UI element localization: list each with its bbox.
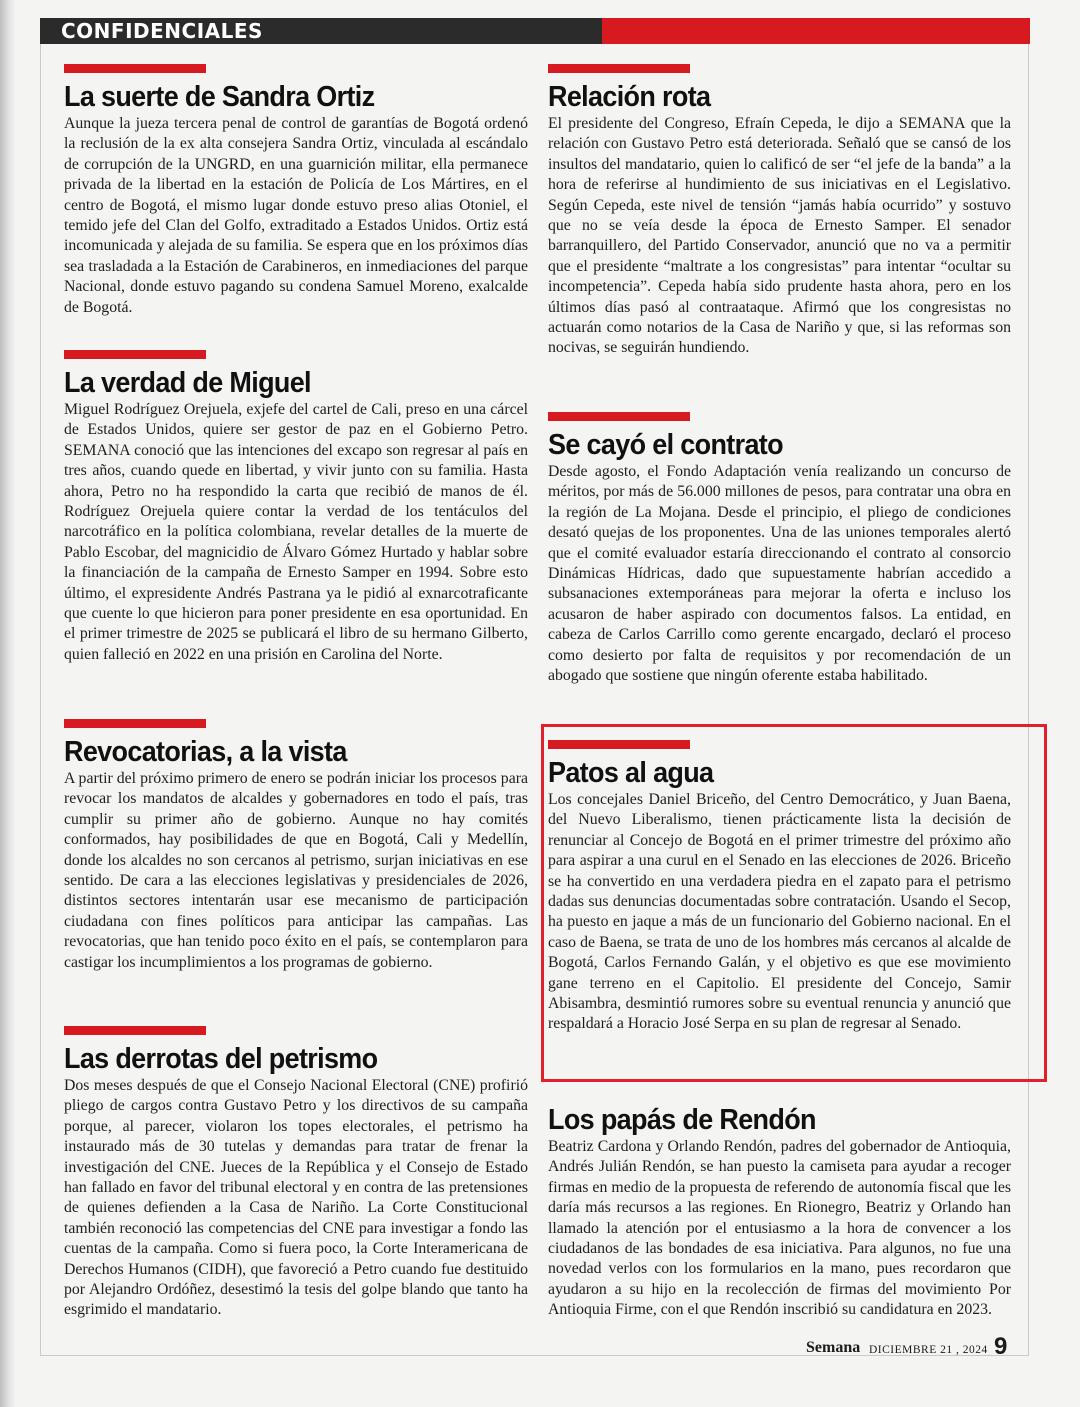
- section-title: CONFIDENCIALES: [40, 18, 602, 44]
- article-body: A partir del próximo primero de enero se podrán iniciar los procesos para revocar los mandatos de alcaldes y gobernadores en todo el país, tras cumplir su primer año de gobierno. Aunque no hay comités conformados, hay posibilidades de que en Bogotá, Cali y Medellín, donde los alcaldes no son cercanos al petrismo, surjan iniciativas en ese sentido. De cara a las elecciones legislativas y presidenciales de 2026, distintos sectores intentarán usar ese mecanismo de participación ciudadana con fines políticos para anticipar las campañas. Las revocatorias, que han tenido poco éxito en el país, se contemplaron para castigar los incumplimientos a los programas de gobierno.: [64, 770, 528, 971]
- article-miguel: [64, 350, 528, 665]
- article-body: Desde agosto, el Fondo Adaptación venía realizando un concurso de méritos, por más de 56.000 millones de pesos, para contratar una obra en la región de La Mojana. Desde el principio, el pliego de condiciones desató quejas de los proponentes. Una de las uniones temporales alertó que el comité evaluador estaría direccionando el contrato al consorcio Dinámicas Hídricas, dado que supuestamente habrían accedido a subsanaciones extemporáneas para mejorar la oferta e incluso los acusaron de haber aspirado con documentos falsos. La entidad, en cabeza de Carlos Carrillo como gerente encargado, declaró el proceso como desierto por falta de requisitos y por recomendación de un abogado que sostiene que ningún oferente estaba habilitado.: [548, 463, 1011, 685]
- article-relacion-rota: [548, 64, 1011, 359]
- page-number: 9: [994, 1333, 1008, 1360]
- article-body: Aunque la jueza tercera penal de control de garantías de Bogotá ordenó la reclusión de la ex alta consejera Sandra Ortiz, vinculada al escándalo de corrupción de la UNGRD, en una guarnición militar, ella permanece privada de la libertad en la estación de Policía de Los Mártires, en el centro de Bogotá, el mismo lugar donde estuvo preso alias Otoniel, el temido jefe del Clan del Golfo, extraditado a Estados Unidos. Ortiz está incomunicada y alejada de su familia. Se espera que en los próximos días sea trasladada a la Estación de Carabineros, en inmediaciones del parque Nacional, donde estuvo pagando su condena Samuel Moreno, exalcalde de Bogotá.: [64, 115, 528, 316]
- article-se-cayo-contrato: [548, 412, 1011, 686]
- article-headline: Los papás de Rendón: [548, 1104, 816, 1136]
- article-red-rule: [548, 64, 690, 73]
- article-sandra-ortiz: [64, 64, 528, 318]
- article-headline: Revocatorias, a la vista: [64, 736, 347, 768]
- article-headline: Patos al agua: [548, 757, 714, 789]
- article-red-rule: [64, 64, 206, 73]
- footer-publication: Semana: [806, 1339, 861, 1356]
- article-headline: La verdad de Miguel: [64, 367, 311, 399]
- article-headline: La suerte de Sandra Ortiz: [64, 81, 375, 113]
- article-red-rule: [64, 350, 206, 359]
- article-headline: Relación rota: [548, 81, 711, 113]
- article-body: Miguel Rodríguez Orejuela, exjefe del cartel de Cali, preso en una cárcel de Estados Unidos, quiere ser gestor de paz en el Gobierno Petro. SEMANA conoció que las intenciones del excapo son regresar al país en tres años, cuando quede en libertad, y vivir junto con su familia. Hasta ahora, Petro no ha respondido la carta que recibió de manos de él. Rodríguez Orejuela quiere contar la verdad de los tentáculos del narcotráfico en la política colombiana, revelar detalles de la muerte de Pablo Escobar, del magnicidio de Álvaro Gómez Hurtado y hablar sobre la financiación de la campaña de Ernesto Samper en 1994. Sobre esto último, el expresidente Andrés Pastrana ya le pidió al exnarcotraficante que cuente lo que hicieron para poner presidente en esa oportunidad. En el primer trimestre de 2025 se publicará el libro de su hermano Gilberto, quien falleció en 2022 en una prisión en Carolina del Norte.: [64, 401, 528, 663]
- article-derrotas-petrismo: [64, 1026, 528, 1321]
- article-revocatorias: [64, 719, 528, 973]
- page-footer: [0, 1333, 1080, 1367]
- article-headline: Se cayó el contrato: [548, 429, 783, 461]
- article-papas-rendon: [548, 1104, 1011, 1321]
- highlight-selection-box: [541, 724, 1047, 1082]
- article-headline: Las derrotas del petrismo: [64, 1043, 378, 1075]
- article-body: Dos meses después de que el Consejo Nacional Electoral (CNE) profirió pliego de cargos contra Gustavo Petro y los directivos de su campaña porque, al parecer, violaron los topes electorales, el petrismo ha instaurado más de 30 tutelas y demandas para tratar de frenar la investigación del CNE. Jueces de la República y el Consejo de Estado han fallado en favor del tribunal electoral y en contra de las pretensiones de quienes defienden a la Casa de Nariño. La Corte Constitucional también reconoció las competencias del CNE para investigar a fondo las cuentas de la campaña. Como si fuera poco, la Corte Interamericana de Derechos Humanos (CIDH), que favoreció a Petro cuando fue destituido por Alejandro Ordóñez, desestimó la tesis del golpe blando que tanto ha esgrimido el mandatario.: [64, 1077, 528, 1319]
- article-body: Los concejales Daniel Briceño, del Centro Democrático, y Juan Baena, del Nuevo Liberalismo, tienen prácticamente lista la decisión de renunciar al Concejo de Bogotá en el primer trimestre del próximo año para aspirar a una curul en el Senado en las elecciones de 2026. Briceño se ha convertido en una verdadera piedra en el zapato para el petrismo dadas sus denuncias documentadas sobre contratación. Usando el Secop, ha puesto en jaque a más de un funcionario del Gobierno nacional. En el caso de Baena, se trata de uno de los hombres más cercanos al alcalde de Bogotá, Carlos Fernando Galán, y el objetivo es que ese movimiento gane terreno en el Capitolio. El presidente del Concejo, Samir Abisambra, desmintió rumores sobre su eventual renuncia y anunció que respaldará a Horacio José Serpa en su plan de regresar al Senado.: [548, 791, 1011, 1033]
- footer-date: DICIEMBRE 21 , 2024: [869, 1344, 988, 1356]
- article-body: Beatriz Cardona y Orlando Rendón, padres del gobernador de Antioquia, Andrés Julián Rendón, se han puesto la camiseta para ayudar a recoger firmas en medio de la propuesta de referendo de autonomía fiscal que les daría más recursos a las regiones. En Rionegro, Beatriz y Orlando han llamado la atención por el entusiasmo a la hora de convencer a los ciudadanos de las bondades de esa iniciativa. Para algunos, no fue una novedad verlos con los formularios en la mano, pues recordaron que ayudaron a su hijo en la recolección de firmas del movimiento Por Antioquia Firme, con el que Rendón inscribió su candidatura en 2023.: [548, 1138, 1011, 1319]
- article-red-rule: [548, 412, 690, 421]
- article-body: El presidente del Congreso, Efraín Cepeda, le dijo a SEMANA que la relación con Gustavo Petro está deteriorada. Señaló que se cansó de los insultos del mandatario, quien lo calificó de ser “el jefe de la banda” a la hora de referirse al hundimiento de sus iniciativas en el Legislativo. Según Cepeda, este nivel de tensión “jamás había ocurrido” y sostuvo que no se veía desde la época de Ernesto Samper. El senador barranquillero, del Partido Conservador, anunció que no va a permitir que el presidente “maltrate a los congresistas” para intentar “ocultar su incompetencia”. Cepeda había sido prudente hasta ahora, pero en los últimos días pasó al contraataque. Afirmó que los congresistas no actuarán como notarios de la Casa de Nariño y que, si las reformas son nocivas, se seguirán hundiendo.: [548, 115, 1011, 357]
- page-fold-shadow: [0, 0, 16, 1407]
- article-red-rule: [64, 719, 206, 728]
- article-red-rule: [64, 1026, 206, 1035]
